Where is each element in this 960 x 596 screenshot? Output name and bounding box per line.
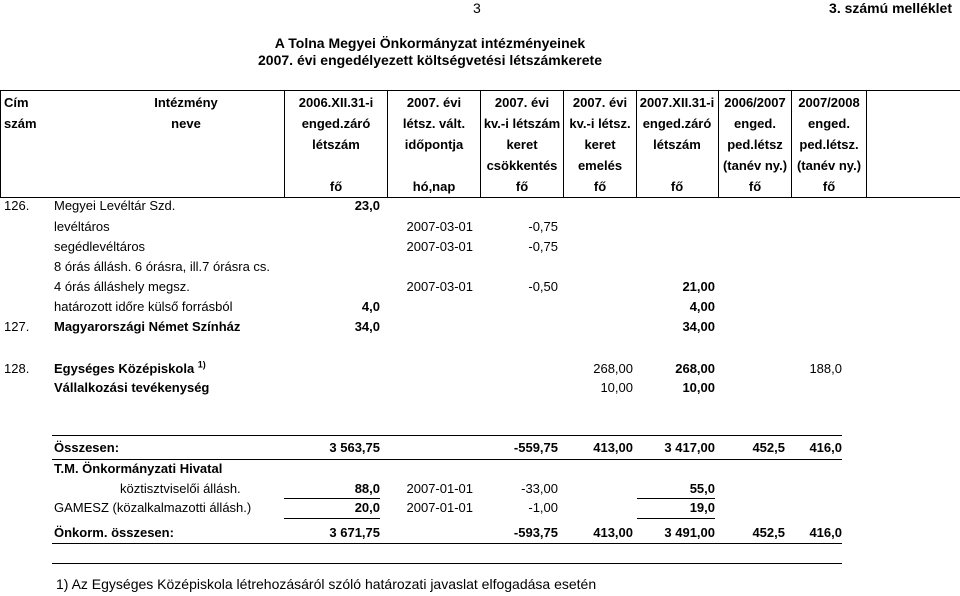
header-c6: enged.: [734, 116, 776, 131]
cell-c1: 88,0: [354, 481, 380, 496]
cell-c7: 188,0: [809, 361, 842, 376]
total-label: Önkorm. összesen:: [54, 525, 174, 540]
cell-date: 2007-01-01: [406, 500, 473, 515]
header-c1: létszám: [312, 137, 360, 152]
title-line-2: 2007. évi engedélyezett költségvetési létszámkerete: [258, 52, 602, 68]
footnote-mark: 1): [197, 359, 206, 370]
cell-c5: 3 491,00: [664, 525, 715, 540]
cell-date: 2007-03-01: [406, 279, 473, 294]
header-c3: csökkentés: [486, 158, 558, 173]
header-c1: enged.záró: [301, 116, 371, 131]
header-c7: (tanév ny.): [796, 158, 862, 173]
cell-c6: 452,5: [752, 440, 785, 455]
header-c2: időpontja: [404, 137, 464, 152]
cell-date: 2007-01-01: [406, 481, 473, 496]
cell-c3: -0,50: [528, 279, 558, 294]
header-c6-unit: fő: [748, 179, 762, 194]
header-c6: 2006/2007: [724, 95, 786, 110]
header-c5-unit: fő: [670, 179, 684, 194]
header-c7: 2007/2008: [798, 95, 860, 110]
cell-c3: -1,00: [528, 500, 558, 515]
header-c3: keret: [506, 137, 538, 152]
col-sep: [563, 90, 564, 197]
col-sep: [480, 90, 481, 197]
position-label: 8 órás állásh. 6 órásra, ill.7 órásra cs.: [54, 259, 271, 274]
header-c6: (tanév ny.): [722, 158, 788, 173]
totals-rule: [52, 543, 842, 544]
totals-bottom-rule: [52, 563, 842, 564]
cell-underline: [284, 498, 380, 499]
header-c7-unit: fő: [822, 179, 836, 194]
header-szam: szám: [4, 116, 37, 131]
cell-underline: [637, 498, 715, 499]
annex-label: 3. számú melléklet: [829, 0, 952, 16]
position-label: 4 órás álláshely megsz.: [54, 279, 190, 294]
cell-c1: 23,0: [354, 198, 380, 213]
page-number: 3: [473, 0, 481, 16]
cell-c1: 3 671,75: [329, 525, 380, 540]
cell-date: 2007-03-01: [406, 219, 473, 234]
cell-c1: 3 563,75: [329, 440, 380, 455]
header-c4: kv.-i létsz.: [569, 116, 631, 131]
cell-c7: 416,0: [809, 525, 842, 540]
position-label: levéltáros: [54, 219, 110, 234]
header-c4-unit: fő: [593, 179, 607, 194]
col-sep: [866, 90, 867, 197]
cell-c3: -559,75: [513, 440, 558, 455]
cell-c3: -33,00: [521, 481, 558, 496]
header-c5: enged.záró: [642, 116, 712, 131]
cell-date: 2007-03-01: [406, 239, 473, 254]
cell-c5: 4,00: [689, 299, 715, 314]
cell-c3: -593,75: [513, 525, 558, 540]
header-c3-unit: fő: [515, 179, 529, 194]
header-c2: létsz. vált.: [402, 116, 466, 131]
cell-c3: -0,75: [528, 239, 558, 254]
header-neve: neve: [171, 116, 201, 131]
institution-name: Magyarországi Német Színház: [54, 319, 241, 334]
cell-c4: 413,00: [593, 440, 633, 455]
cell-underline: [284, 518, 380, 519]
footnote: 1) Az Egységes Középiskola létrehozásáról szóló határozati javaslat elfogadása esetén: [56, 576, 597, 592]
total-label: Összesen:: [54, 440, 120, 455]
header-cim: Cím: [4, 95, 29, 110]
header-c3: kv.-i létszám: [483, 116, 561, 131]
header-c5: 2007.XII.31-i: [639, 95, 715, 110]
cell-c5: 3 417,00: [664, 440, 715, 455]
cell-c4: 10,00: [600, 380, 633, 395]
cell-c5: 268,00: [675, 361, 715, 376]
cell-c3: -0,75: [528, 219, 558, 234]
position-label: köztisztviselői állásh.: [120, 481, 241, 496]
title-line-1: A Tolna Megyei Önkormányzat intézményeinek: [274, 35, 586, 51]
institution-name: [54, 361, 206, 377]
totals-top-rule: [52, 435, 842, 436]
cell-c5: 55,0: [689, 481, 715, 496]
cell-c4: 268,00: [593, 361, 633, 376]
col-sep: [387, 90, 388, 197]
cell-c5: 34,00: [682, 319, 715, 334]
header-c2-unit: hó,nap: [412, 179, 456, 194]
col-sep: [284, 90, 285, 197]
cell-c7: 416,0: [809, 440, 842, 455]
institution-name-text: Egységes Középiskola: [54, 361, 195, 376]
cell-c5: 10,00: [682, 380, 715, 395]
institution-name: T.M. Önkormányzati Hivatal: [54, 461, 223, 476]
row-number: 127.: [4, 319, 30, 334]
cell-c4: 413,00: [593, 525, 633, 540]
position-label: határozott időre külső forrásból: [54, 299, 233, 314]
header-c7: ped.létsz.: [799, 137, 859, 152]
institution-name: Megyei Levéltár Szd.: [54, 198, 176, 213]
position-label: GAMESZ (közalkalmazotti állásh.): [54, 500, 252, 515]
header-c1: 2006.XII.31-i: [298, 95, 374, 110]
row-number: 128.: [4, 361, 30, 376]
institution-name: Vállalkozási tevékenység: [54, 380, 210, 395]
header-intezmeny: Intézmény: [154, 95, 218, 110]
cell-c1: 34,0: [354, 319, 380, 334]
col-sep: [0, 90, 1, 197]
cell-underline: [637, 518, 715, 519]
header-c5: létszám: [653, 137, 701, 152]
totals-rule: [52, 459, 842, 460]
header-c1-unit: fő: [329, 179, 343, 194]
header-c4: keret: [584, 137, 616, 152]
cell-c1: 20,0: [354, 500, 380, 515]
position-label: segédlevéltáros: [54, 239, 146, 254]
header-c7: enged.: [808, 116, 850, 131]
header-c4: emelés: [577, 158, 623, 173]
row-number: 126.: [4, 198, 30, 213]
header-c4: 2007. évi: [572, 95, 628, 110]
header-c2: 2007. évi: [406, 95, 462, 110]
header-c3: 2007. évi: [494, 95, 550, 110]
header-c6: ped.létsz: [727, 137, 783, 152]
cell-c5: 21,00: [682, 279, 715, 294]
cell-c1: 4,0: [361, 299, 380, 314]
cell-c6: 452,5: [752, 525, 785, 540]
cell-c5: 19,0: [689, 500, 715, 515]
